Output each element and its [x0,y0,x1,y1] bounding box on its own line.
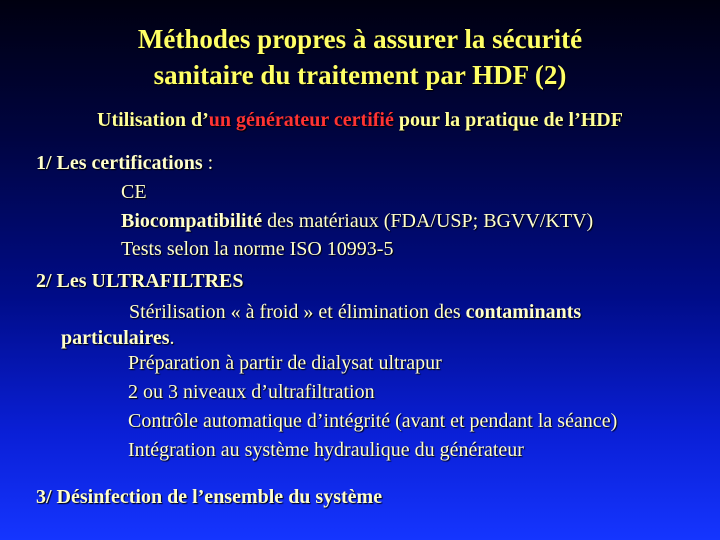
certification-item-text: CE [121,181,147,203]
section-1-heading-colon: : [202,152,214,174]
subtitle-highlight: un générateur certifié [208,109,394,131]
certification-item-text: des matériaux (FDA/USP; BGVV/KTV) [262,210,594,232]
slide-title-line-2: sanitaire du traitement par HDF (2) [153,60,567,90]
section-1-heading-text: 1/ Les certifications [36,152,203,174]
certification-item [121,209,593,233]
sterilisation-end: . [169,327,175,349]
subtitle-prefix: Utilisation d’ [97,109,209,131]
section-2-heading: 2/ Les ULTRAFILTRES [36,270,244,292]
section-1-heading [36,151,213,175]
subtitle-suffix: pour la pratique de l’HDF [393,109,623,131]
sterilisation-text: Stérilisation « à froid » et élimination des [129,301,466,323]
sterilisation-bold-cont: particulaires [61,327,170,349]
certification-item-text: Tests selon la norme ISO 10993-5 [121,238,394,260]
ultrafiltre-item: Contrôle automatique d’intégrité (avant et pendant la séance) [128,410,618,432]
ultrafiltre-item: Préparation à partir de dialysat ultrapur [128,352,442,374]
sterilisation-continuation [61,326,175,350]
certification-item [121,237,393,261]
ultrafiltre-item: 2 ou 3 niveaux d’ultrafiltration [128,381,375,403]
sterilisation-bold: contaminants [465,301,582,323]
ultrafiltre-item: Intégration au système hydraulique du générateur [128,439,524,461]
certification-item-bold: Biocompatibilité [121,210,263,232]
certification-item [121,180,147,204]
slide-subtitle [0,108,720,132]
section-3-heading: 3/ Désinfection de l’ensemble du système [36,486,383,508]
sterilisation-line [129,300,581,324]
slide-title-line-1: Méthodes propres à assurer la sécurité [137,24,583,54]
